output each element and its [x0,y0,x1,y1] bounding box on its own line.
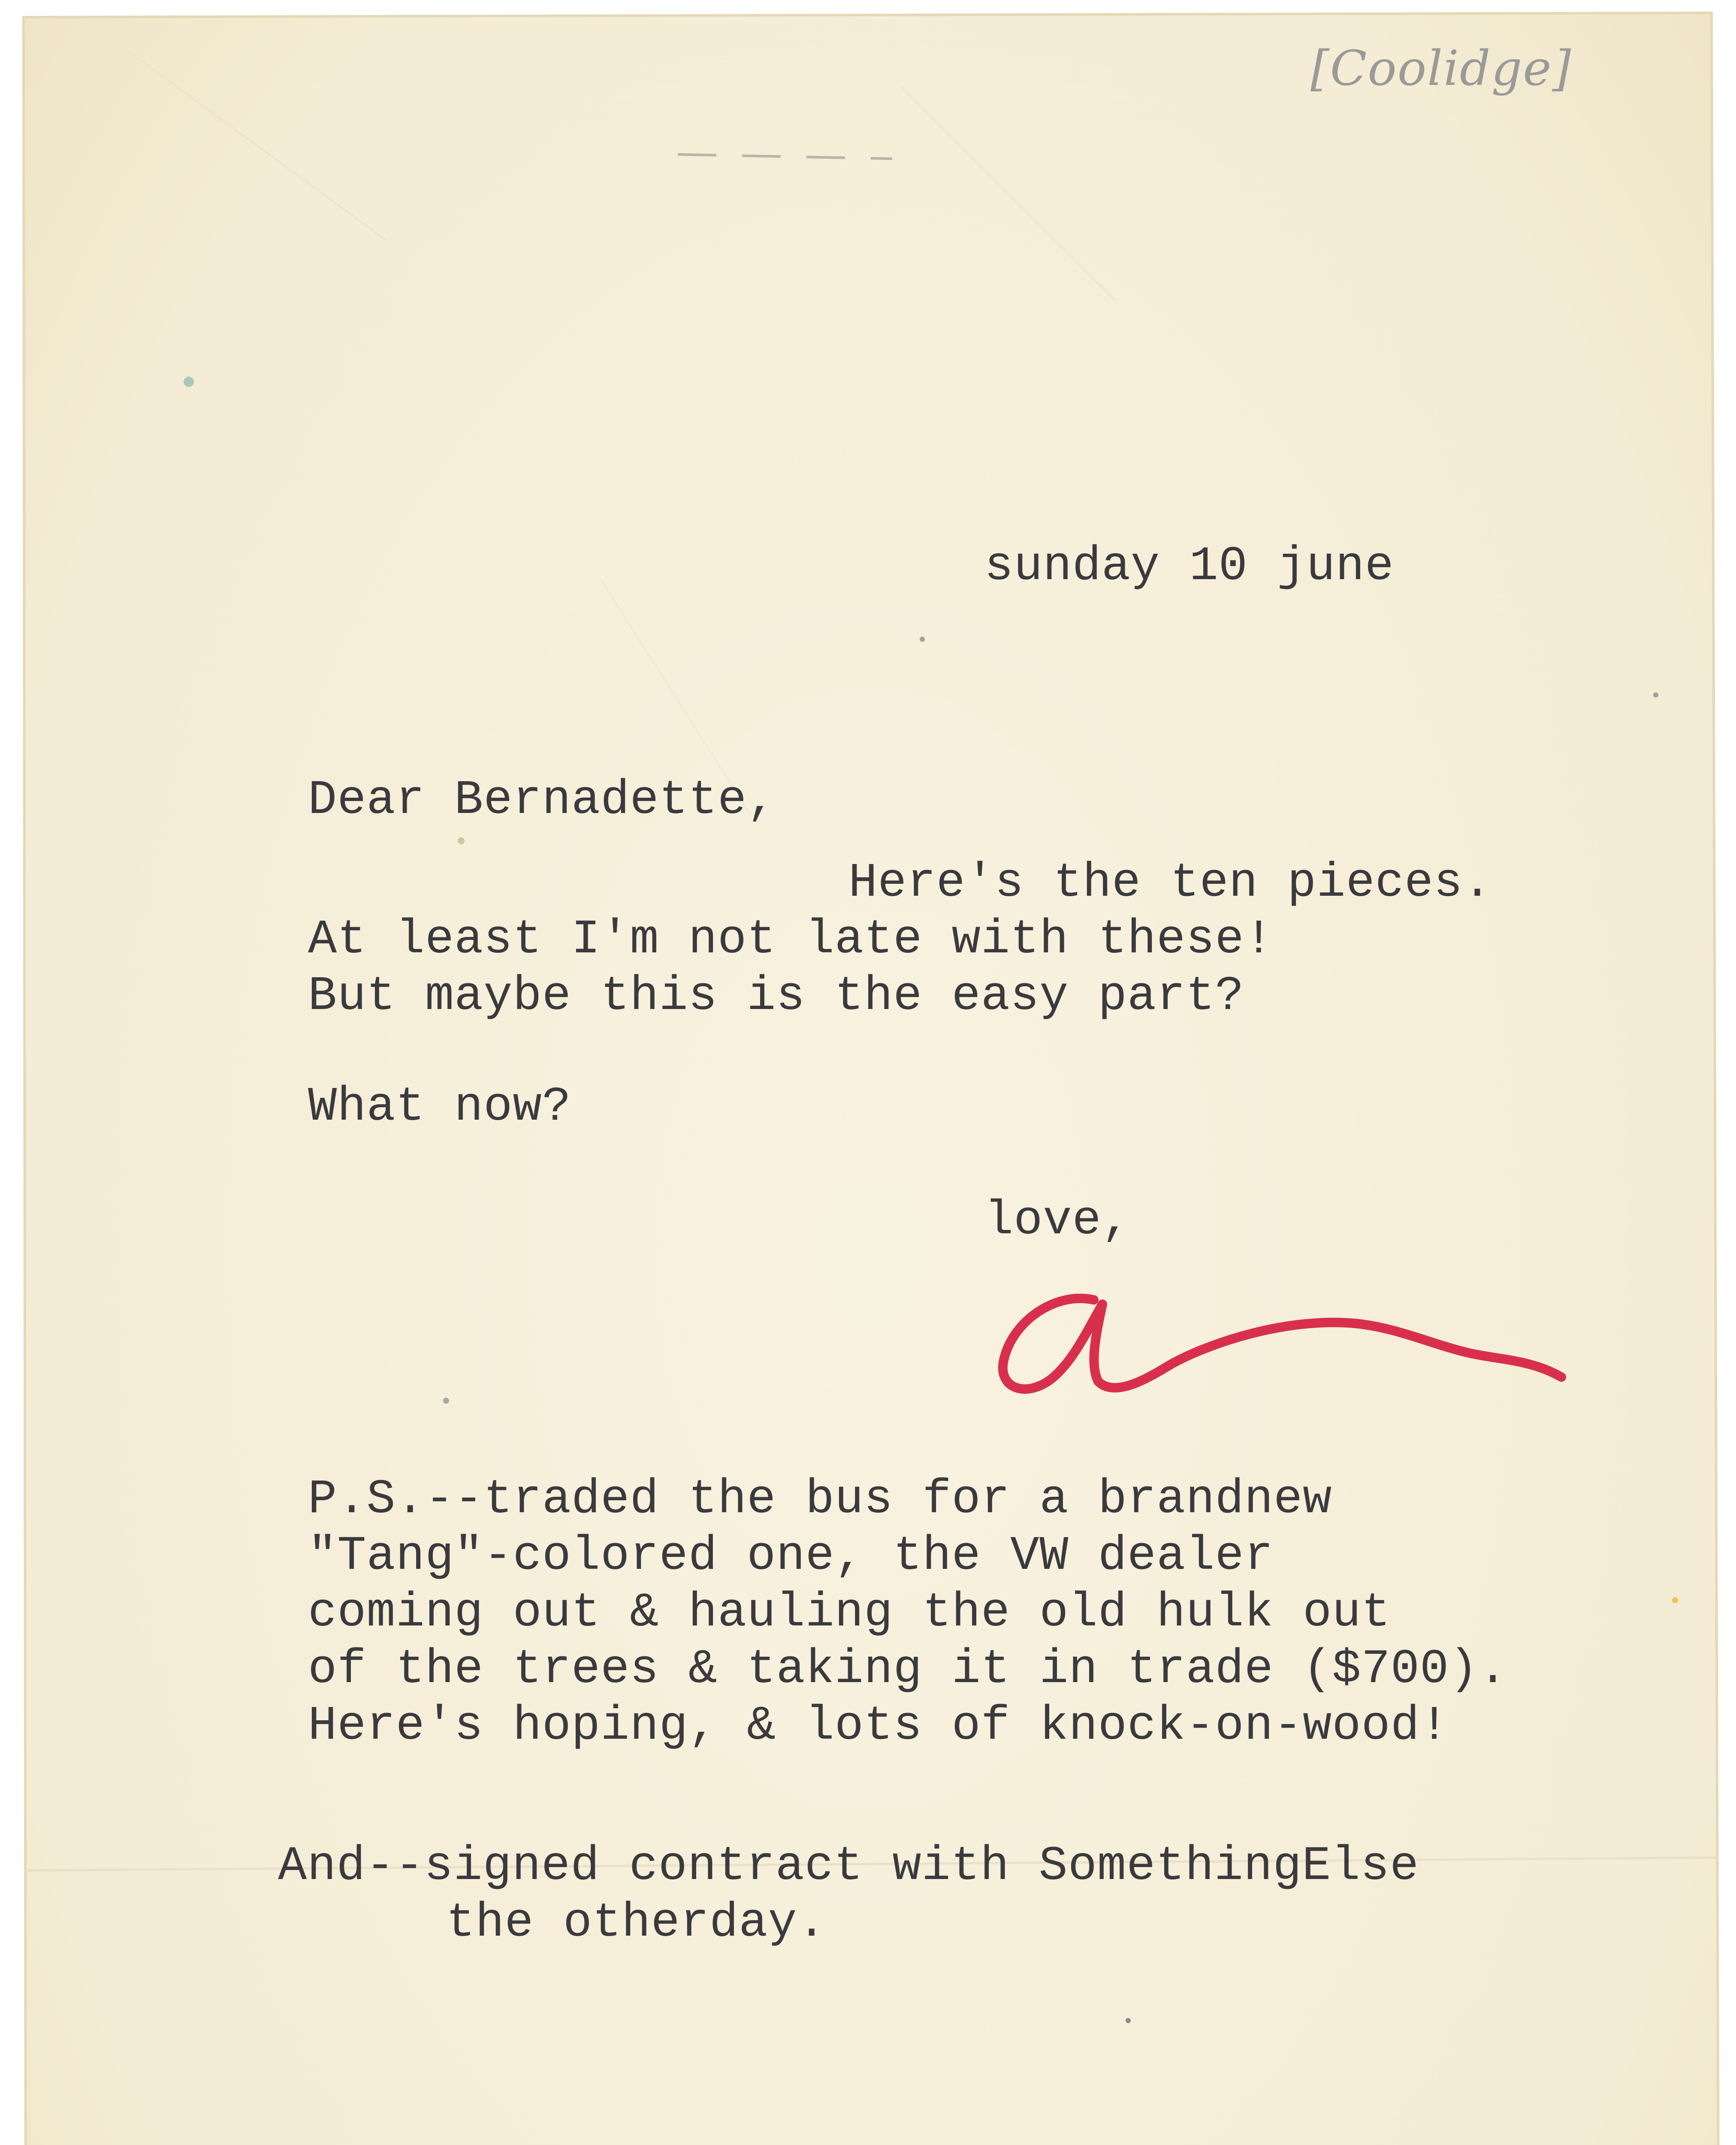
body-line-2: At least I'm not late with these! [308,912,1274,967]
addendum-line-1: And--signed contract with SomethingElse [278,1839,1419,1894]
handwritten-signature [987,1270,1596,1411]
body-line-1: Here's the ten pieces. [848,856,1492,910]
salutation: Dear Bernadette, [308,773,776,828]
addendum-line-2: the otherday. [446,1896,827,1950]
postscript-line-4: of the trees & taking it in trade ($700). [308,1642,1508,1697]
postscript-line-5: Here's hoping, & lots of knock-on-wood! [308,1699,1449,1753]
postscript-line-1: P.S.--traded the bus for a brandnew [308,1472,1332,1527]
archive-pencil-note: [Coolidge] [1310,41,1572,97]
letter-date: sunday 10 june [984,539,1394,594]
postscript-line-3: coming out & hauling the old hulk out [308,1586,1391,1640]
question-line: What now? [308,1080,571,1134]
closing: love, [984,1193,1131,1248]
postscript-line-2: "Tang"-colored one, the VW dealer [308,1529,1274,1583]
body-line-3: But maybe this is the easy part? [308,969,1244,1024]
